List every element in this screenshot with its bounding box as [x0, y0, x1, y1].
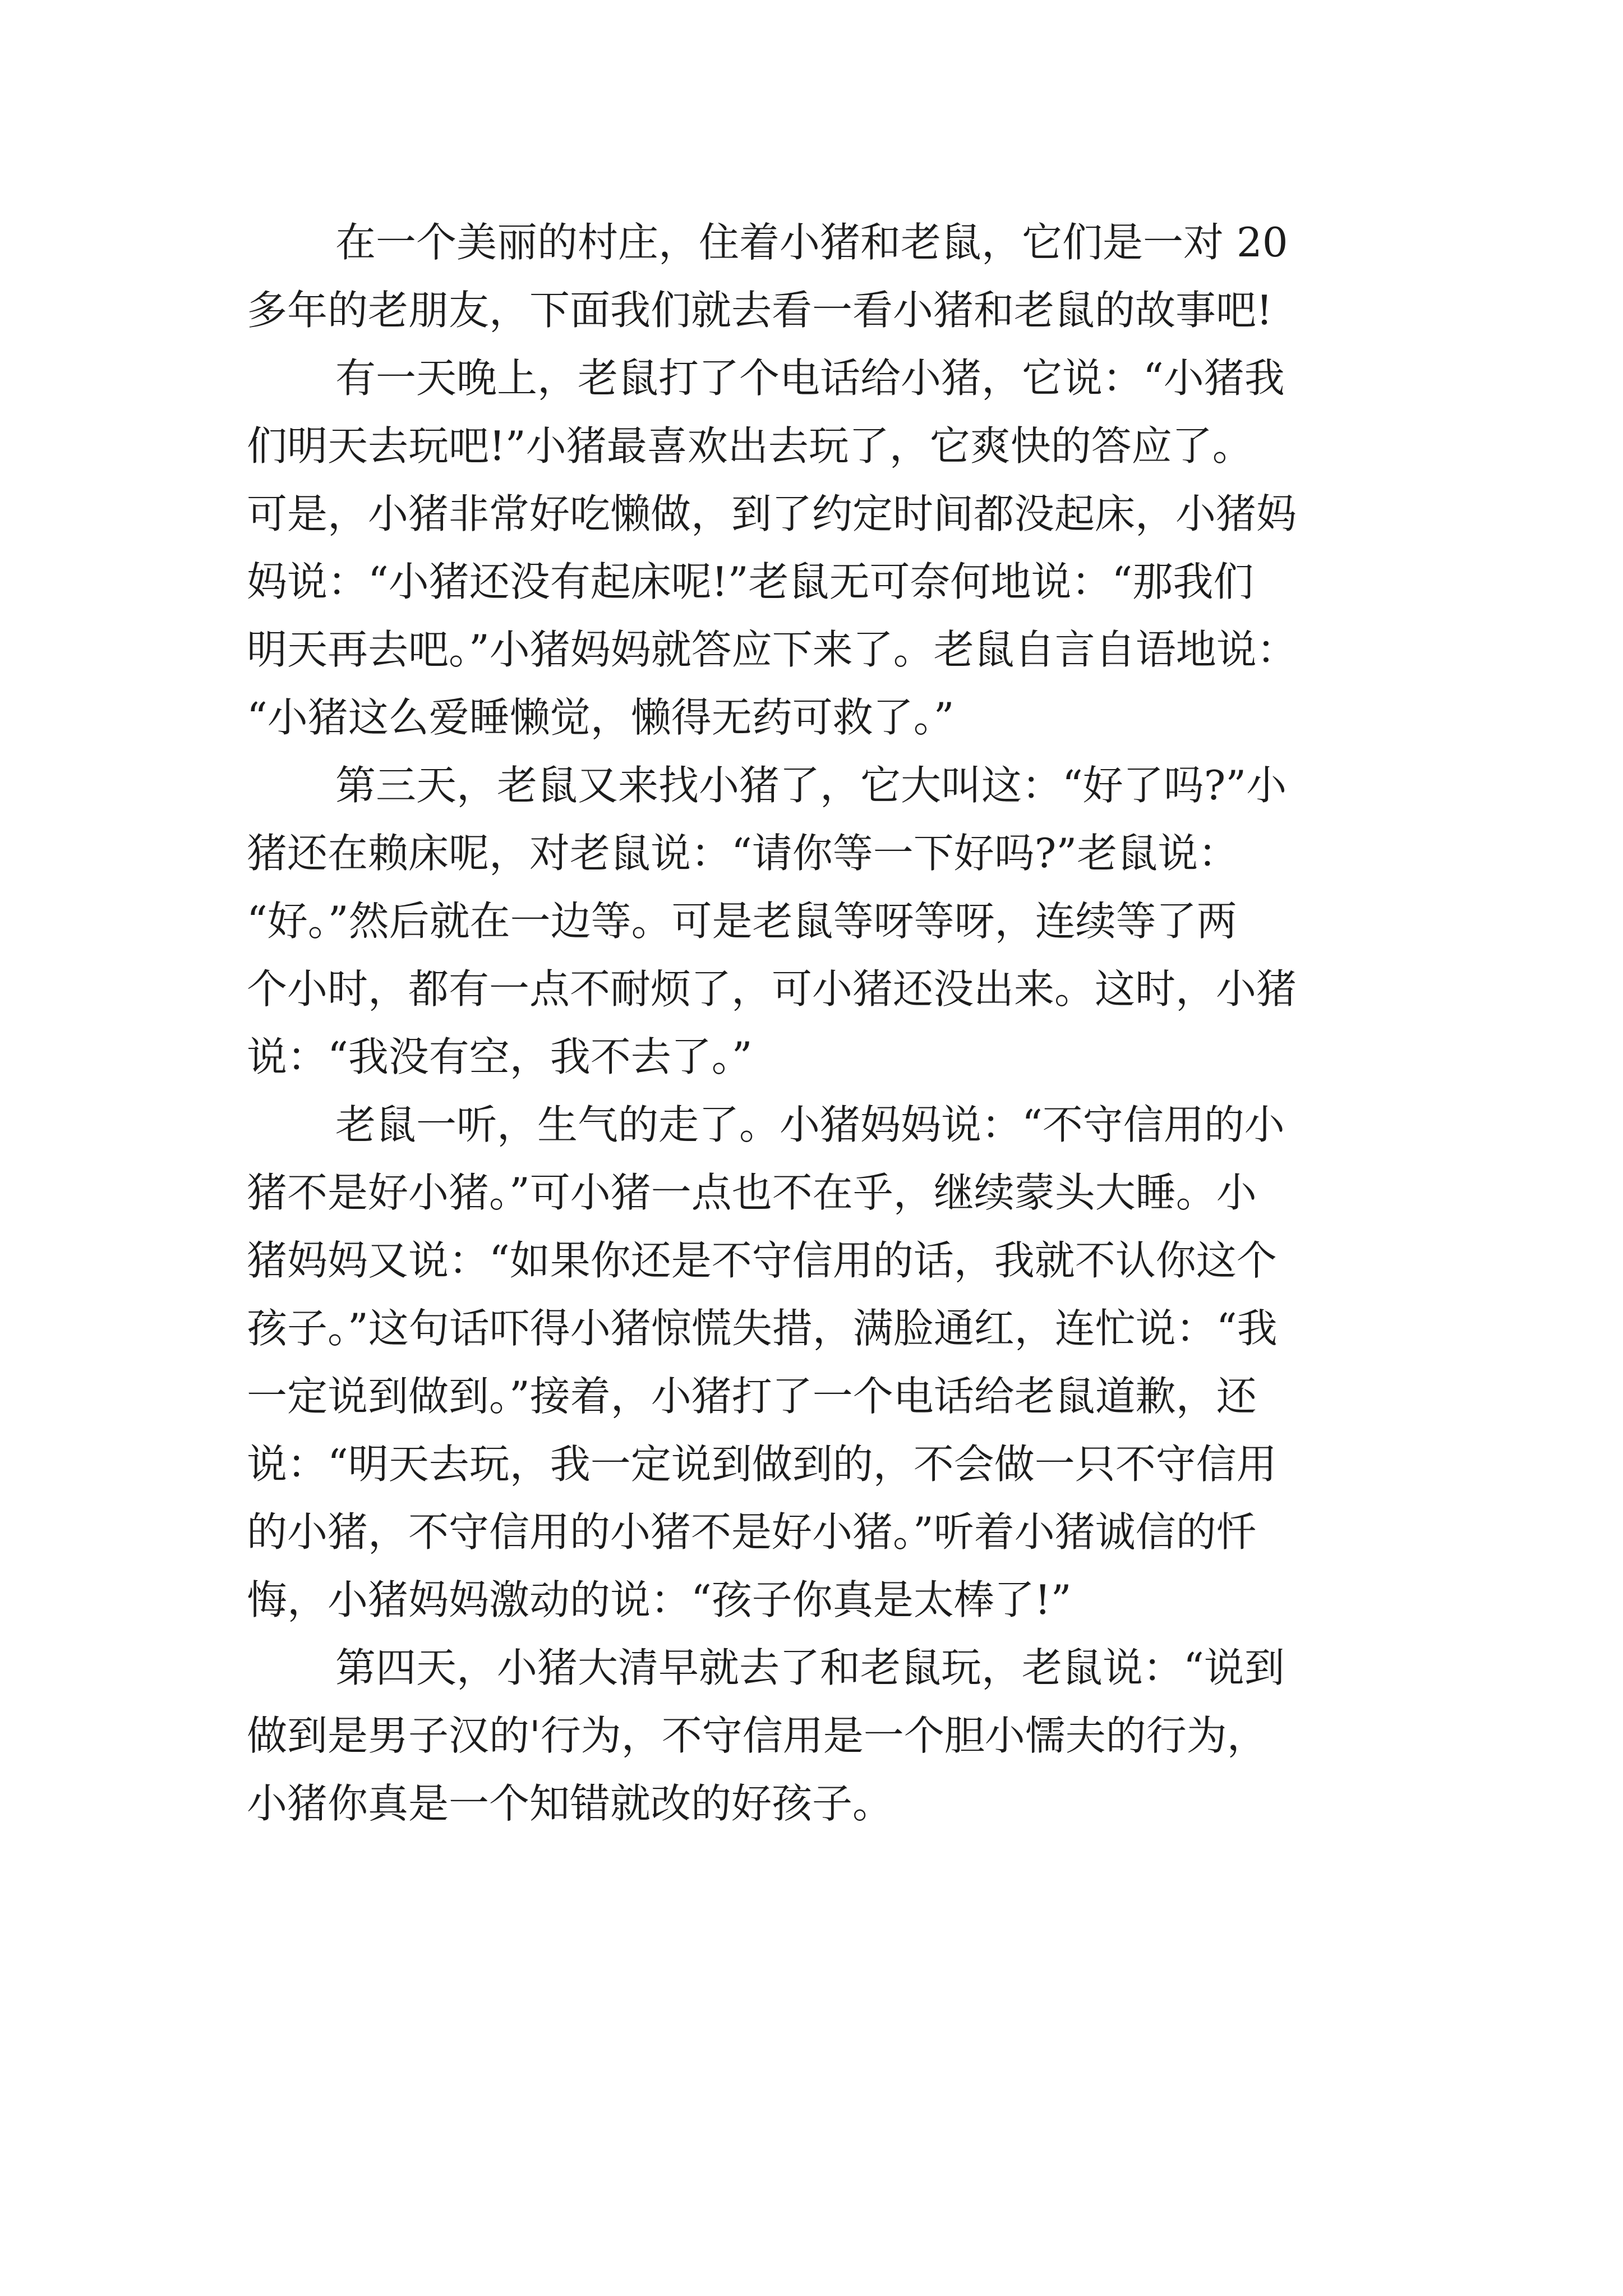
- paragraph-2: [247, 344, 1408, 752]
- paragraph-4: [247, 1091, 1408, 1634]
- paragraph-1: [247, 209, 1408, 344]
- paragraph-3: [247, 752, 1408, 1091]
- text-line: 猪妈妈又说：“如果你还是不守信用的话，我就不认你这个: [247, 1237, 1277, 1284]
- text-line: 个小时，都有一点不耐烦了，可小猪还没出来。这时，小猪: [247, 965, 1297, 1013]
- story-body: [247, 209, 1408, 1838]
- paragraph-5: [247, 1634, 1408, 1838]
- text-line: 猪不是好小猪。”可小猪一点也不在乎，继续蒙头大睡。小: [247, 1169, 1257, 1216]
- text-line: 第四天，小猪大清早就去了和老鼠玩，老鼠说：“说到: [335, 1644, 1285, 1691]
- text-line: 一定说到做到。”接着，小猪打了一个电话给老鼠道歉，还: [247, 1373, 1257, 1420]
- text-line: 的小猪，不守信用的小猪不是好小猪。”听着小猪诚信的忏: [247, 1508, 1257, 1556]
- text-line: 老鼠一听，生气的走了。小猪妈妈说：“不守信用的小: [335, 1101, 1285, 1148]
- text-line: 多年的老朋友，下面我们就去看一看小猪和老鼠的故事吧!: [247, 287, 1272, 334]
- text-line: 孩子。”这句话吓得小猪惊慌失措，满脸通红，连忙说：“我: [247, 1305, 1278, 1352]
- text-line: 做到是男子汉的'行为，不守信用是一个胆小懦夫的行为，: [247, 1712, 1267, 1759]
- text-line: 妈说：“小猪还没有起床呢!”老鼠无可奈何地说：“那我们: [247, 558, 1254, 605]
- text-line: 有一天晚上，老鼠打了个电话给小猪，它说：“小猪我: [335, 355, 1285, 402]
- text-line: 说：“我没有空，我不去了。”: [247, 1033, 753, 1080]
- text-line: 说：“明天去玩，我一定说到做到的，不会做一只不守信用: [247, 1441, 1277, 1488]
- text-line: 第三天，老鼠又来找小猪了，它大叫这：“好了吗?”小: [335, 762, 1287, 809]
- text-line: 猪还在赖床呢，对老鼠说：“请你等一下好吗?”老鼠说：: [247, 830, 1239, 877]
- text-line: “小猪这么爱睡懒觉，懒得无药可救了。”: [247, 694, 955, 741]
- text-line: 悔，小猪妈妈激动的说：“孩子你真是太棒了!”: [247, 1576, 1072, 1623]
- text-line: 在一个美丽的村庄，住着小猪和老鼠，它们是一对 20: [335, 219, 1288, 266]
- text-line: 们明天去玩吧!”小猪最喜欢出去玩了，它爽快的答应了。: [247, 422, 1253, 470]
- text-line: “好。”然后就在一边等。可是老鼠等呀等呀，连续等了两: [247, 898, 1237, 945]
- text-line: 明天再去吧。”小猪妈妈就答应下来了。老鼠自言自语地说：: [247, 626, 1297, 673]
- text-line: 可是，小猪非常好吃懒做，到了约定时间都没起床，小猪妈: [247, 490, 1297, 537]
- text-line: 小猪你真是一个知错就改的好孩子。: [247, 1780, 893, 1827]
